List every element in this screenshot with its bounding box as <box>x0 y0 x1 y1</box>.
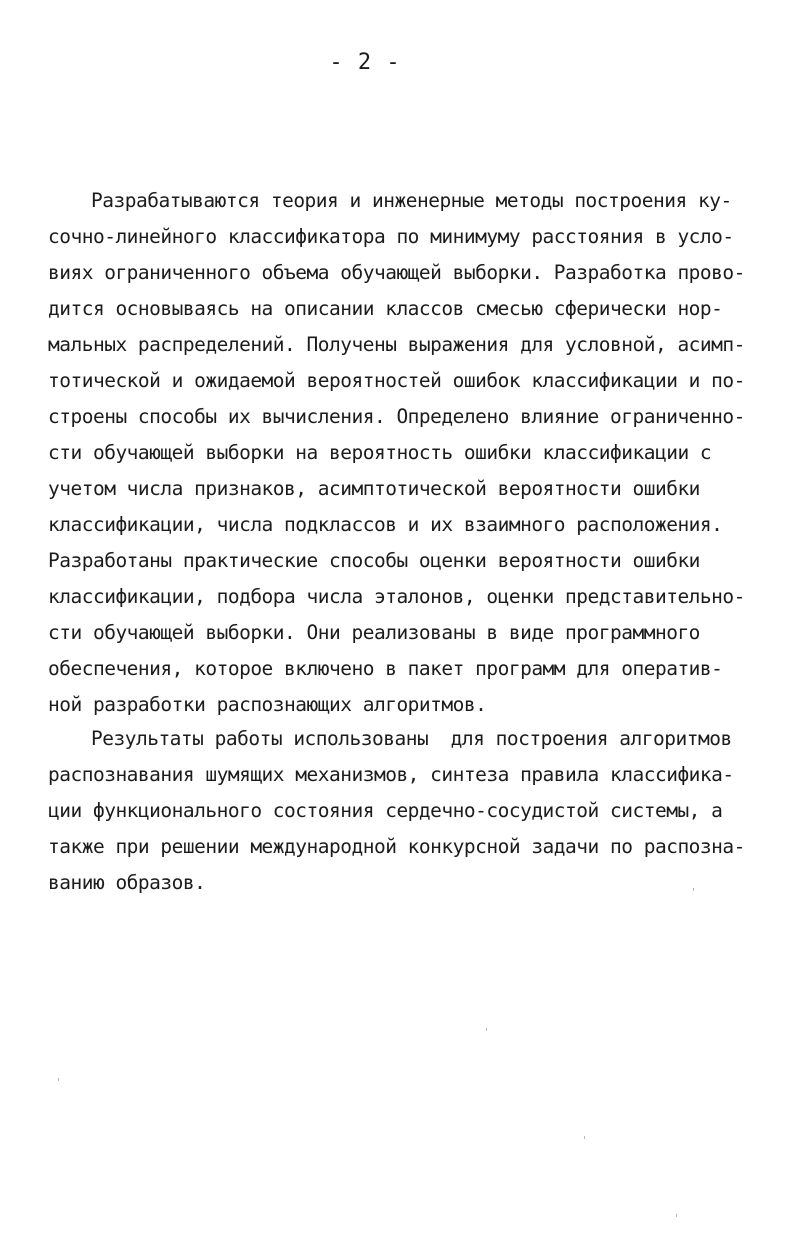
text-line: классификации, подбора числа эталонов, оценки представительно- <box>48 585 745 608</box>
text-line: сочно-линейного классификатора по минимуму расстояния в усло- <box>48 225 734 248</box>
text-line: дится основываясь на описании классов смесью сферически нор- <box>48 297 723 320</box>
text-line: ции функционального состояния сердечно-сосудистой системы, а <box>48 799 723 822</box>
scan-speck <box>58 1078 59 1081</box>
text-line: ной разработки распознающих алгоритмов. <box>48 693 487 716</box>
text-line: сти обучающей выборки на вероятность ошибки классификации с <box>48 441 712 464</box>
text-line: Результаты работы использованы для построения алгоритмов <box>91 727 732 750</box>
text-line: строены способы их вычисления. Определено влияние ограниченно- <box>48 405 745 428</box>
text-line: распознавания шумящих механизмов, синтеза правила классифика- <box>48 763 734 786</box>
text-line: тотической и ожидаемой вероятностей ошибок классификации и по- <box>48 369 745 392</box>
text-line: ванию образов. <box>48 871 206 894</box>
text-line: Разрабатываются теория и инженерные методы построения ку- <box>91 189 732 212</box>
text-line: виях ограниченного объема обучающей выборки. Разработка прово- <box>48 261 745 284</box>
text-line: сти обучающей выборки. Они реализованы в виде программного <box>48 621 700 644</box>
scan-speck <box>584 1136 585 1139</box>
text-line: также при решении международной конкурсной задачи по распозна- <box>48 835 745 858</box>
text-line: учетом числа признаков, асимптотической вероятности ошибки <box>48 477 700 500</box>
scan-speck <box>676 1214 677 1217</box>
text-line: мальных распределений. Получены выражения для условной, асимп- <box>48 333 745 356</box>
scan-speck <box>693 888 694 891</box>
text-line: обеспечения, которое включено в пакет программ для оператив- <box>48 657 723 680</box>
text-line: классификации, числа подклассов и их взаимного расположения. <box>48 513 723 536</box>
scan-speck <box>486 1028 487 1031</box>
page-number: - 2 - <box>329 50 401 75</box>
text-line: Разработаны практические способы оценки вероятности ошибки <box>48 549 700 572</box>
